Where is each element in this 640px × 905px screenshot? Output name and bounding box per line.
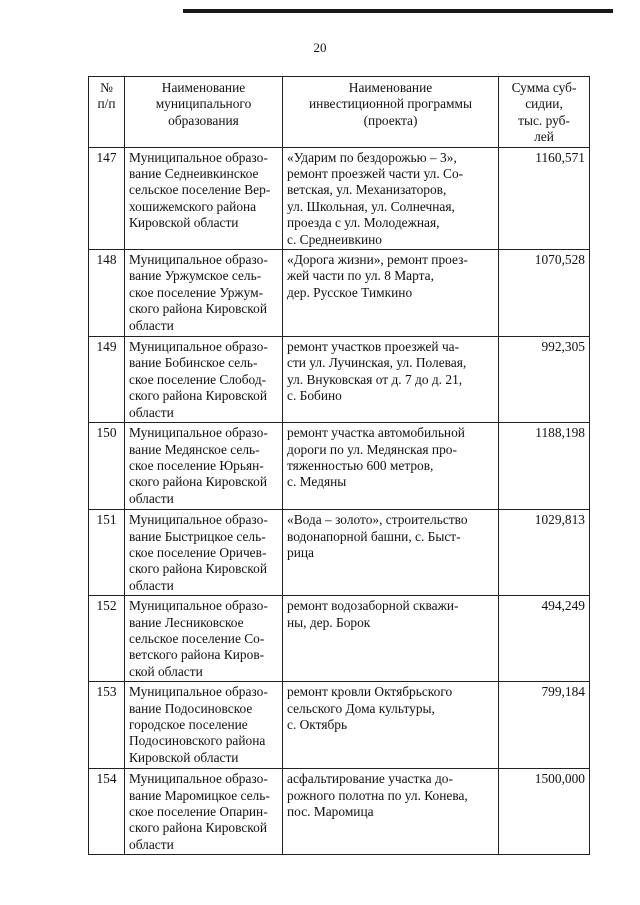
municipality-cell: Муниципальное образо- вание Бобинское сель- ское поселение Слобод- ского района Кировской области — [125, 337, 283, 423]
municipality-cell: Муниципальное образо- вание Лесниковское сельское поселение Со- ветского района Киров- ской области — [125, 596, 283, 682]
header-number: № п/п — [89, 77, 125, 148]
subsidies-table — [88, 76, 590, 855]
program-cell: ремонт водозаборной скважи- ны, дер. Борок — [283, 596, 499, 682]
row-number: 153 — [89, 682, 125, 769]
municipality-cell: Муниципальное образо- вание Медянское сель- ское поселение Юрьян- ского района Кировской области — [125, 423, 283, 510]
table-row — [89, 337, 590, 423]
municipality-cell: Муниципальное образо- вание Маромицкое сель- ское поселение Опарин- ского района Кировской области — [125, 769, 283, 855]
sum-cell: 799,184 — [499, 682, 590, 769]
row-number: 149 — [89, 337, 125, 423]
program-cell: ремонт участка автомобильной дороги по ул. Медянская про- тяженностью 600 метров, с. Медяны — [283, 423, 499, 510]
program-cell: ремонт участков проезжей ча- сти ул. Лучинская, ул. Полевая, ул. Внуковская от д. 7 до д. 21, с. Бобино — [283, 337, 499, 423]
sum-cell: 1500,000 — [499, 769, 590, 855]
table-row — [89, 769, 590, 855]
municipality-cell: Муниципальное образо- вание Подосиновское городское поселение Подосиновского района Кировской области — [125, 682, 283, 769]
table-row — [89, 423, 590, 510]
header-row — [89, 77, 590, 148]
top-rule — [183, 9, 613, 13]
header-sum: Сумма суб- сидии, тыс. руб- лей — [499, 77, 590, 148]
row-number: 152 — [89, 596, 125, 682]
table-row — [89, 147, 590, 249]
row-number: 154 — [89, 769, 125, 855]
sum-cell: 1188,198 — [499, 423, 590, 510]
sum-cell: 1070,528 — [499, 250, 590, 337]
program-cell: «Вода – золото», строительство водонапорной башни, с. Быст- рица — [283, 510, 499, 596]
table-row — [89, 510, 590, 596]
municipality-cell: Муниципальное образо- вание Быстрицкое сель- ское поселение Оричев- ского района Кировской области — [125, 510, 283, 596]
sum-cell: 1160,571 — [499, 147, 590, 249]
row-number: 150 — [89, 423, 125, 510]
table-row — [89, 596, 590, 682]
sum-cell: 992,305 — [499, 337, 590, 423]
program-cell: асфальтирование участка до- рожного полотна по ул. Конева, пос. Маромица — [283, 769, 499, 855]
municipality-cell: Муниципальное образо- вание Уржумское сель- ское поселение Уржум- ского района Кировской области — [125, 250, 283, 337]
table-row — [89, 682, 590, 769]
table-row — [89, 250, 590, 337]
page-number: 20 — [313, 40, 327, 55]
sum-cell: 1029,813 — [499, 510, 590, 596]
header-program: Наименование инвестиционной программы (проекта) — [283, 77, 499, 148]
program-cell: «Ударим по бездорожью – 3», ремонт проезжей части ул. Со- ветская, ул. Механизаторов, ул. Школьная, ул. Солнечная, проезда с ул. Молодежная, с. Среднеивкино — [283, 147, 499, 249]
program-cell: «Дорога жизни», ремонт проез- жей части по ул. 8 Марта, дер. Русское Тимкино — [283, 250, 499, 337]
program-cell: ремонт кровли Октябрьского сельского Дома культуры, с. Октябрь — [283, 682, 499, 769]
row-number: 147 — [89, 147, 125, 249]
header-municipality: Наименование муниципального образования — [125, 77, 283, 148]
row-number: 148 — [89, 250, 125, 337]
row-number: 151 — [89, 510, 125, 596]
sum-cell: 494,249 — [499, 596, 590, 682]
municipality-cell: Муниципальное образо- вание Седнеивкинское сельское поселение Вер- хошижемского района Кировской области — [125, 147, 283, 249]
